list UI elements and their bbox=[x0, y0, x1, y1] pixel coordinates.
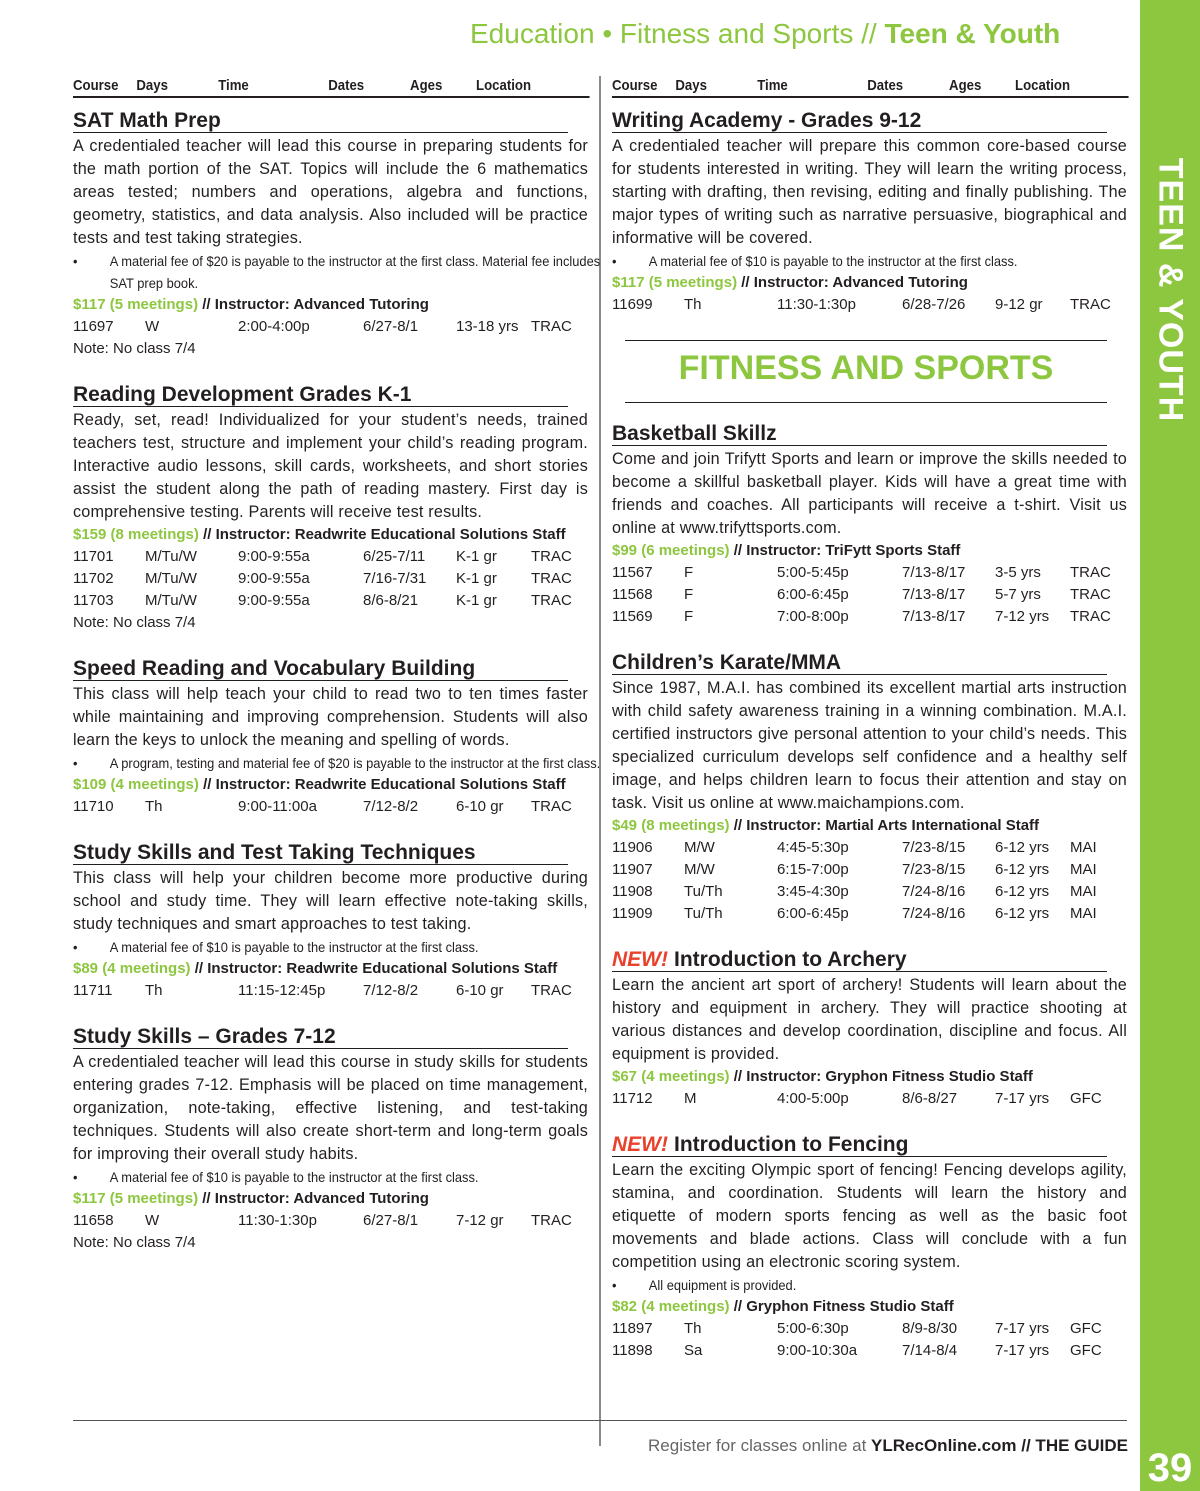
session-time: 2:00-4:00p bbox=[238, 318, 310, 335]
session-dates: 7/14-8/4 bbox=[902, 1342, 958, 1359]
session-dates: 7/24-8/16 bbox=[902, 883, 966, 900]
session-days: M bbox=[684, 1090, 697, 1107]
session-row bbox=[612, 881, 1127, 903]
course-listing bbox=[73, 1026, 588, 1254]
session-dates: 7/12-8/2 bbox=[363, 798, 419, 815]
session-time: 9:00-10:30a bbox=[777, 1342, 858, 1359]
course-price: $117 (5 meetings) bbox=[73, 1190, 199, 1207]
course-instructor: // Instructor: Advanced Tutoring bbox=[202, 296, 429, 313]
session-time: 4:00-5:00p bbox=[777, 1090, 849, 1107]
column-header-ages: Ages bbox=[410, 77, 443, 94]
course-title bbox=[612, 949, 1107, 972]
session-row bbox=[612, 1340, 1127, 1362]
course-title-text: Speed Reading and Vocabulary Building bbox=[73, 657, 476, 680]
session-ages: 7-17 yrs bbox=[995, 1090, 1050, 1107]
column-header-right bbox=[612, 76, 1129, 98]
session-ages: 7-17 yrs bbox=[995, 1342, 1050, 1359]
course-title bbox=[612, 110, 1107, 133]
course-instructor: // Gryphon Fitness Studio Staff bbox=[733, 1298, 954, 1315]
session-dates: 6/27-8/1 bbox=[363, 318, 419, 335]
session-days: Tu/Th bbox=[684, 905, 723, 922]
session-time: 4:45-5:30p bbox=[777, 839, 849, 856]
column-header-time: Time bbox=[757, 77, 788, 94]
course-title-text: Introduction to Fencing bbox=[674, 1133, 909, 1156]
session-row bbox=[73, 316, 588, 338]
course-price: $82 (4 meetings) bbox=[612, 1298, 730, 1315]
column-header-dates: Dates bbox=[328, 77, 365, 94]
session-days: Tu/Th bbox=[684, 883, 723, 900]
session-ages: K-1 gr bbox=[456, 592, 497, 609]
new-badge: NEW! bbox=[612, 1133, 668, 1156]
course-price: $109 (4 meetings) bbox=[73, 776, 199, 793]
course-listing bbox=[73, 842, 588, 1002]
column-header-ages: Ages bbox=[949, 77, 982, 94]
course-number: 11711 bbox=[73, 982, 113, 999]
header-category: Education • Fitness and Sports // bbox=[470, 18, 877, 49]
session-time: 9:00-9:55a bbox=[238, 548, 310, 565]
session-location: TRAC bbox=[1070, 296, 1111, 313]
course-number: 11906 bbox=[612, 839, 653, 856]
session-days: W bbox=[145, 1212, 160, 1229]
column-header-location: Location bbox=[1015, 77, 1071, 94]
session-days: M/W bbox=[684, 839, 715, 856]
session-row bbox=[612, 859, 1127, 881]
course-description: Learn the exciting Olympic sport of fencing! Fencing develops agility, stamina, and coordination. Students will learn the history and etiquette of modern sports fencing as well as the basic foot movements and blade actions. Class will conclude with a fun competition using an electronic scoring system. bbox=[612, 1161, 1127, 1271]
course-title-text: Children’s Karate/MMA bbox=[612, 651, 842, 674]
course-price-line bbox=[612, 815, 1127, 837]
session-days: M/Tu/W bbox=[145, 570, 197, 587]
column-header-course: Course bbox=[612, 77, 658, 94]
column-header-time: Time bbox=[218, 77, 249, 94]
column-header-days: Days bbox=[136, 77, 168, 94]
session-days: M/W bbox=[684, 861, 715, 878]
course-description: A credentialed teacher will lead this course in study skills for students entering grades 7-12. Emphasis will be placed on time management, organization, note-taking, effective listening, and test-taking techniques. Students will also create short-term and long-term goals for improving their overall study habits. bbox=[73, 1053, 588, 1163]
course-description: Learn the ancient art sport of archery! Students will learn about the history and equipment in archery. They will practice shooting at various distances and develop coordination, discipline and focus. All equipment is provided. bbox=[612, 976, 1127, 1063]
course-number: 11567 bbox=[612, 564, 653, 581]
column-header-location: Location bbox=[476, 77, 532, 94]
session-row bbox=[612, 1088, 1127, 1110]
page-header bbox=[470, 18, 1060, 50]
session-location: TRAC bbox=[531, 982, 572, 999]
course-description: A credentialed teacher will lead this course in preparing students for the math portion of the SAT. Topics will include the 6 mathematics areas tested; numbers and operations, algebra and functions, geometry, statistics, and data analysis. Also included will be practice tests and test taking strategies. bbox=[73, 137, 588, 247]
header-section: Teen & Youth bbox=[884, 18, 1061, 49]
session-days: W bbox=[145, 318, 160, 335]
course-extra-note: Note: No class 7/4 bbox=[73, 1234, 196, 1251]
column-header-left bbox=[73, 76, 590, 98]
course-listing bbox=[612, 652, 1127, 925]
course-title-text: Study Skills – Grades 7-12 bbox=[73, 1025, 336, 1048]
side-tab-label: TEEN & YOUTH bbox=[1151, 157, 1190, 423]
session-location: TRAC bbox=[531, 548, 572, 565]
course-title-text: Reading Development Grades K-1 bbox=[73, 383, 412, 406]
course-title bbox=[73, 110, 568, 133]
course-title-text: Writing Academy - Grades 9-12 bbox=[612, 109, 922, 132]
course-title bbox=[73, 842, 568, 865]
session-time: 11:30-1:30p bbox=[777, 296, 856, 313]
course-price: $49 (8 meetings) bbox=[612, 817, 730, 834]
course-price-line bbox=[73, 524, 588, 546]
course-price-line bbox=[73, 958, 588, 980]
footer-site-link[interactable]: YLRecOnline.com bbox=[871, 1436, 1017, 1455]
course-number: 11907 bbox=[612, 861, 653, 878]
session-location: TRAC bbox=[1070, 586, 1111, 603]
course-number: 11909 bbox=[612, 905, 653, 922]
session-days: F bbox=[684, 608, 694, 625]
session-time: 11:30-1:30p bbox=[238, 1212, 317, 1229]
session-time: 3:45-4:30p bbox=[777, 883, 849, 900]
session-time: 11:15-12:45p bbox=[238, 982, 326, 999]
course-note: • A program, testing and material fee of $20 is payable to the instructor at the first class. bbox=[73, 752, 621, 774]
session-time: 5:00-6:30p bbox=[777, 1320, 849, 1337]
course-instructor: // Instructor: Readwrite Educational Solutions Staff bbox=[194, 960, 558, 977]
session-days: F bbox=[684, 564, 694, 581]
course-number: 11568 bbox=[612, 586, 653, 603]
course-instructor: // Instructor: TriFytt Sports Staff bbox=[733, 542, 961, 559]
fitness-section-heading: FITNESS AND SPORTS bbox=[625, 340, 1107, 403]
course-instructor: // Instructor: Gryphon Fitness Studio Staff bbox=[733, 1068, 1033, 1085]
session-days: Th bbox=[684, 1320, 702, 1337]
course-title-text: Basketball Skillz bbox=[612, 422, 777, 445]
session-ages: 6-12 yrs bbox=[995, 839, 1050, 856]
session-ages: 7-12 yrs bbox=[995, 608, 1050, 625]
session-location: TRAC bbox=[531, 1212, 572, 1229]
course-price: $159 (8 meetings) bbox=[73, 526, 199, 543]
session-dates: 8/9-8/30 bbox=[902, 1320, 958, 1337]
course-price: $117 (5 meetings) bbox=[73, 296, 199, 313]
course-price: $117 (5 meetings) bbox=[612, 274, 738, 291]
session-ages: 3-5 yrs bbox=[995, 564, 1041, 581]
course-number: 11898 bbox=[612, 1342, 653, 1359]
course-title-text: Introduction to Archery bbox=[674, 948, 907, 971]
course-number: 11710 bbox=[73, 798, 114, 815]
course-instructor: // Instructor: Readwrite Educational Solutions Staff bbox=[203, 776, 566, 793]
course-number: 11897 bbox=[612, 1320, 653, 1337]
session-ages: 13-18 yrs bbox=[456, 318, 519, 335]
session-days: F bbox=[684, 586, 694, 603]
course-listing bbox=[612, 949, 1127, 1110]
session-row bbox=[612, 1318, 1127, 1340]
course-number: 11658 bbox=[73, 1212, 114, 1229]
session-row bbox=[73, 796, 588, 818]
session-ages: 6-12 yrs bbox=[995, 905, 1050, 922]
session-row bbox=[73, 980, 588, 1002]
session-ages: K-1 gr bbox=[456, 570, 497, 587]
course-description: This class will help your children become more productive during school and study time. They will learn effective note-taking skills, study techniques and smart approaches to test taking. bbox=[73, 869, 588, 933]
course-number: 11697 bbox=[73, 318, 114, 335]
course-price-line bbox=[612, 1066, 1127, 1088]
course-instructor: // Instructor: Martial Arts International Staff bbox=[733, 817, 1040, 834]
session-dates: 7/13-8/17 bbox=[902, 608, 966, 625]
course-price-line bbox=[73, 294, 588, 316]
course-description: Since 1987, M.A.I. has combined its excellent martial arts instruction with child safety awareness training in a winning combination. M.A.I. certified instructors give personal attention to your child’s needs. This specialized curriculum develops self confidence and a healthy self image, and helps children learn to focus their attention and stay on task. Visit us online at www.maichampions.com. bbox=[612, 679, 1127, 812]
session-row bbox=[73, 546, 588, 568]
course-extra-note: Note: No class 7/4 bbox=[73, 614, 196, 631]
session-ages: 7-17 yrs bbox=[995, 1320, 1050, 1337]
course-price-line bbox=[73, 774, 588, 796]
session-ages: 6-10 gr bbox=[456, 798, 504, 815]
session-days: M/Tu/W bbox=[145, 548, 197, 565]
session-location: MAI bbox=[1070, 883, 1097, 900]
course-title-text: SAT Math Prep bbox=[73, 109, 221, 132]
course-listing bbox=[73, 109, 601, 360]
session-location: MAI bbox=[1070, 839, 1097, 856]
new-badge: NEW! bbox=[612, 948, 668, 971]
session-ages: 9-12 gr bbox=[995, 296, 1043, 313]
course-number: 11569 bbox=[612, 608, 653, 625]
session-location: TRAC bbox=[531, 798, 572, 815]
course-number: 11701 bbox=[73, 548, 114, 565]
left-course-list bbox=[73, 109, 601, 1254]
session-days: Sa bbox=[684, 1342, 703, 1359]
session-location: TRAC bbox=[531, 592, 572, 609]
session-time: 9:00-9:55a bbox=[238, 592, 310, 609]
session-ages: 6-10 gr bbox=[456, 982, 504, 999]
course-number: 11712 bbox=[612, 1090, 653, 1107]
session-location: TRAC bbox=[1070, 564, 1111, 581]
course-title-text: Study Skills and Test Taking Techniques bbox=[73, 841, 476, 864]
session-row bbox=[73, 568, 588, 590]
course-description: This class will help teach your child to read two to ten times faster while maintaining and improving comprehension. Students will also learn the keys to unlock the meaning and spelling of words. bbox=[73, 685, 588, 749]
course-instructor: // Instructor: Readwrite Educational Solutions Staff bbox=[203, 526, 566, 543]
page-number: 39 bbox=[1140, 1445, 1200, 1491]
course-price-line bbox=[73, 1188, 588, 1210]
session-dates: 7/13-8/17 bbox=[902, 586, 966, 603]
session-dates: 6/28-7/26 bbox=[902, 296, 966, 313]
course-price-line bbox=[612, 1296, 1127, 1318]
session-time: 6:15-7:00p bbox=[777, 861, 849, 878]
footer-suffix: // THE GUIDE bbox=[1021, 1436, 1128, 1455]
course-description: Come and join Trifytt Sports and learn or improve the skills needed to become a skillful basketball player. Kids will have a great time with friends and coaches. All participants will receive a t-shirt. Visit us online at www.trifyttsports.com. bbox=[612, 450, 1127, 537]
footer-text: Register for classes online at bbox=[648, 1436, 867, 1455]
course-title bbox=[73, 1026, 568, 1049]
session-location: TRAC bbox=[531, 318, 572, 335]
course-listing bbox=[612, 1134, 1127, 1362]
column-header-days: Days bbox=[675, 77, 707, 94]
session-row bbox=[612, 903, 1127, 925]
session-ages: K-1 gr bbox=[456, 548, 497, 565]
session-dates: 7/16-7/31 bbox=[363, 570, 427, 587]
course-instructor: // Instructor: Advanced Tutoring bbox=[741, 274, 968, 291]
session-dates: 7/12-8/2 bbox=[363, 982, 419, 999]
bottom-rule bbox=[73, 1420, 1127, 1421]
course-title bbox=[73, 384, 568, 407]
course-title bbox=[612, 423, 1107, 446]
course-price-line bbox=[612, 540, 1127, 562]
session-row bbox=[73, 590, 588, 612]
session-time: 5:00-5:45p bbox=[777, 564, 849, 581]
right-course-list-top bbox=[612, 110, 1127, 316]
session-location: MAI bbox=[1070, 905, 1097, 922]
course-description: A credentialed teacher will prepare this common core-based course for students interested in writing. They will learn the writing process, starting with drafting, then revising, editing and finally publishing. The major types of writing such as narrative persuasive, biographical and informative will be covered. bbox=[612, 137, 1127, 247]
session-dates: 8/6-8/21 bbox=[363, 592, 419, 609]
course-price: $99 (6 meetings) bbox=[612, 542, 730, 559]
session-location: GFC bbox=[1070, 1090, 1102, 1107]
session-time: 6:00-6:45p bbox=[777, 586, 849, 603]
session-dates: 7/23-8/15 bbox=[902, 861, 966, 878]
session-time: 7:00-8:00p bbox=[777, 608, 849, 625]
course-listing bbox=[73, 657, 601, 818]
session-location: GFC bbox=[1070, 1342, 1102, 1359]
session-row bbox=[73, 1210, 588, 1232]
right-column bbox=[612, 76, 1127, 1362]
session-dates: 7/23-8/15 bbox=[902, 839, 966, 856]
column-header-dates: Dates bbox=[867, 77, 904, 94]
session-location: TRAC bbox=[531, 570, 572, 587]
course-title bbox=[612, 652, 1107, 675]
page-footer bbox=[648, 1436, 1128, 1456]
session-time: 6:00-6:45p bbox=[777, 905, 849, 922]
left-column bbox=[73, 76, 601, 1254]
session-days: Th bbox=[684, 296, 702, 313]
session-ages: 7-12 gr bbox=[456, 1212, 504, 1229]
session-row bbox=[612, 294, 1127, 316]
course-number: 11908 bbox=[612, 883, 653, 900]
session-location: MAI bbox=[1070, 861, 1097, 878]
session-dates: 6/27-8/1 bbox=[363, 1212, 419, 1229]
session-dates: 6/25-7/11 bbox=[363, 548, 426, 565]
session-dates: 7/24-8/16 bbox=[902, 905, 966, 922]
course-number: 11702 bbox=[73, 570, 114, 587]
course-title bbox=[612, 1134, 1107, 1157]
session-row bbox=[612, 837, 1127, 859]
course-listing bbox=[612, 423, 1127, 628]
session-days: Th bbox=[145, 798, 163, 815]
course-number: 11699 bbox=[612, 296, 653, 313]
course-price-line bbox=[612, 272, 1127, 294]
session-days: M/Tu/W bbox=[145, 592, 197, 609]
session-time: 9:00-9:55a bbox=[238, 570, 310, 587]
course-price: $67 (4 meetings) bbox=[612, 1068, 730, 1085]
course-number: 11703 bbox=[73, 592, 114, 609]
course-title bbox=[73, 658, 568, 681]
course-description: Ready, set, read! Individualized for your student’s needs, trained teachers test, structure and implement your child’s reading program. Interactive audio lessons, skill cards, worksheets, and short stories assist the student along the path of reading mastery. First day is comprehensive testing. Parents will receive test results. bbox=[73, 411, 588, 521]
course-note: • A material fee of $10 is payable to the instructor at the first class. bbox=[73, 936, 621, 958]
session-location: GFC bbox=[1070, 1320, 1102, 1337]
session-ages: 6-12 yrs bbox=[995, 861, 1050, 878]
course-listing bbox=[73, 384, 588, 634]
course-listing bbox=[612, 110, 1127, 316]
column-header-course: Course bbox=[73, 77, 119, 94]
course-price: $89 (4 meetings) bbox=[73, 960, 191, 977]
session-row bbox=[612, 584, 1127, 606]
session-location: TRAC bbox=[1070, 608, 1111, 625]
right-course-list-bottom bbox=[612, 423, 1127, 1362]
course-note: • A material fee of $20 is payable to the instructor at the first class. Material fee includes SAT prep book. bbox=[73, 250, 621, 294]
course-note: • A material fee of $10 is payable to the instructor at the first class. bbox=[73, 1166, 621, 1188]
course-note: • A material fee of $10 is payable to the instructor at the first class. bbox=[612, 250, 1160, 272]
session-row bbox=[612, 606, 1127, 628]
session-dates: 8/6-8/27 bbox=[902, 1090, 958, 1107]
session-row bbox=[612, 562, 1127, 584]
course-note: • All equipment is provided. bbox=[612, 1274, 1160, 1296]
session-ages: 6-12 yrs bbox=[995, 883, 1050, 900]
course-instructor: // Instructor: Advanced Tutoring bbox=[202, 1190, 429, 1207]
session-dates: 7/13-8/17 bbox=[902, 564, 966, 581]
course-extra-note: Note: No class 7/4 bbox=[73, 340, 196, 357]
session-days: Th bbox=[145, 982, 163, 999]
session-time: 9:00-11:00a bbox=[238, 798, 317, 815]
session-ages: 5-7 yrs bbox=[995, 586, 1041, 603]
